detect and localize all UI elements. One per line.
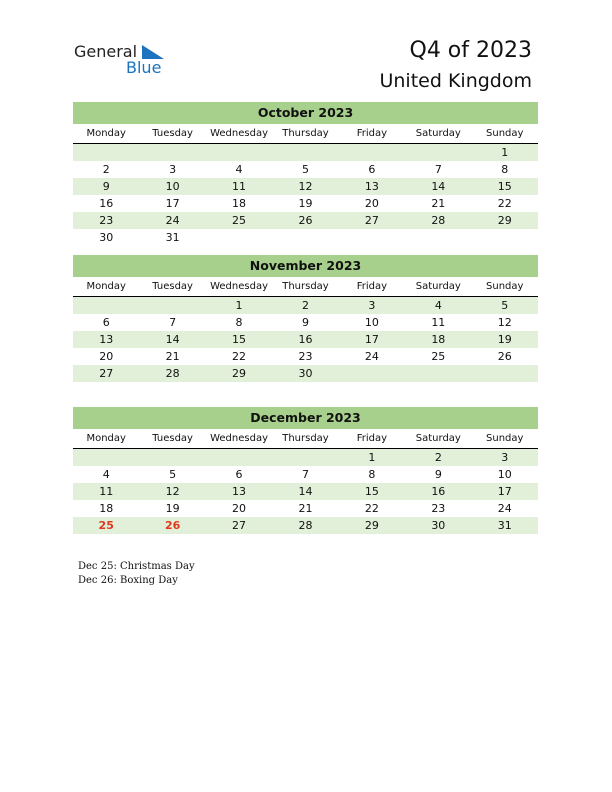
week-row	[73, 449, 538, 466]
day-cell: 26	[298, 214, 313, 227]
empty-day-cell	[206, 229, 272, 246]
day-cell: 20	[364, 197, 379, 210]
empty-day-cell	[73, 449, 139, 466]
day-cell: 3	[169, 163, 177, 176]
day-cell: 19	[165, 502, 180, 515]
weekday-header-row	[73, 126, 538, 144]
day-cell: 26	[497, 350, 512, 363]
day-cell: 13	[232, 485, 247, 498]
day-cell: 29	[232, 367, 247, 380]
brand-logo	[74, 42, 174, 78]
weekday-label: Monday	[86, 128, 126, 139]
day-cell: 8	[235, 316, 243, 329]
day-cell: 29	[364, 519, 379, 532]
day-cell: 23	[99, 214, 114, 227]
day-cell: 30	[99, 231, 114, 244]
weekday-label: Tuesday	[152, 128, 193, 139]
weekday-label: Sunday	[486, 281, 524, 292]
weekday-label: Wednesday	[210, 128, 268, 139]
weekday-header-row	[73, 279, 538, 297]
week-row	[73, 466, 538, 483]
logo-blue-text: Blue	[126, 58, 162, 77]
day-cell: 22	[232, 350, 247, 363]
day-cell: 1	[501, 146, 509, 159]
week-row	[73, 348, 538, 365]
day-cell: 31	[497, 519, 512, 532]
week-row	[73, 331, 538, 348]
day-cell: 23	[431, 502, 446, 515]
holiday-note: Dec 25: Christmas Day	[78, 561, 195, 572]
day-cell: 5	[301, 163, 309, 176]
empty-day-cell	[73, 144, 139, 161]
day-cell: 31	[165, 231, 180, 244]
weekday-label: Sunday	[486, 433, 524, 444]
day-cell: 5	[169, 468, 177, 481]
day-cell: 10	[165, 180, 180, 193]
day-cell: 14	[298, 485, 313, 498]
empty-day-cell	[206, 449, 272, 466]
empty-day-cell	[339, 229, 405, 246]
day-cell: 16	[431, 485, 446, 498]
day-cell: 30	[298, 367, 313, 380]
weekday-label: Tuesday	[152, 433, 193, 444]
week-row	[73, 297, 538, 314]
day-cell: 15	[497, 180, 512, 193]
day-cell: 6	[235, 468, 243, 481]
day-cell: 24	[497, 502, 512, 515]
day-cell: 4	[434, 299, 442, 312]
day-cell: 2	[102, 163, 110, 176]
weekday-label: Tuesday	[152, 281, 193, 292]
week-row	[73, 483, 538, 500]
weekday-label: Thursday	[282, 281, 329, 292]
empty-day-cell	[405, 365, 471, 382]
weekday-label: Saturday	[415, 433, 461, 444]
day-cell: 17	[364, 333, 379, 346]
day-cell: 12	[165, 485, 180, 498]
weekday-label: Saturday	[415, 281, 461, 292]
day-cell: 3	[368, 299, 376, 312]
empty-day-cell	[405, 229, 471, 246]
empty-day-cell	[139, 144, 205, 161]
day-cell: 18	[99, 502, 114, 515]
day-cell: 28	[298, 519, 313, 532]
weekday-label: Monday	[86, 281, 126, 292]
day-cell: 19	[497, 333, 512, 346]
weekday-label: Friday	[356, 281, 388, 292]
page-title: Q4 of 2023	[409, 38, 532, 63]
month-november	[73, 255, 538, 382]
day-cell: 21	[165, 350, 180, 363]
day-cell: 14	[165, 333, 180, 346]
empty-day-cell	[472, 229, 538, 246]
day-cell: 27	[99, 367, 114, 380]
empty-day-cell	[73, 297, 139, 314]
month-october	[73, 102, 538, 246]
day-cell: 10	[497, 468, 512, 481]
weekday-label: Friday	[356, 433, 388, 444]
day-cell: 20	[232, 502, 247, 515]
month-december	[73, 407, 538, 534]
empty-day-cell	[272, 449, 338, 466]
day-cell: 16	[99, 197, 114, 210]
day-cell: 25	[232, 214, 247, 227]
week-row	[73, 365, 538, 382]
day-cell: 6	[102, 316, 110, 329]
day-cell: 5	[501, 299, 509, 312]
empty-day-cell	[139, 449, 205, 466]
day-cell: 14	[431, 180, 446, 193]
day-cell: 22	[497, 197, 512, 210]
day-cell: 21	[298, 502, 313, 515]
day-cell: 26	[164, 519, 181, 532]
day-cell: 17	[497, 485, 512, 498]
day-cell: 27	[232, 519, 247, 532]
day-cell: 18	[232, 197, 247, 210]
day-cell: 2	[301, 299, 309, 312]
empty-day-cell	[139, 297, 205, 314]
week-row	[73, 212, 538, 229]
day-cell: 11	[431, 316, 446, 329]
weekday-label: Monday	[86, 433, 126, 444]
empty-day-cell	[206, 144, 272, 161]
empty-day-cell	[405, 144, 471, 161]
week-rows	[73, 449, 538, 534]
day-cell: 21	[431, 197, 446, 210]
weekday-label: Sunday	[486, 128, 524, 139]
week-row	[73, 195, 538, 212]
day-cell: 29	[497, 214, 512, 227]
day-cell: 28	[165, 367, 180, 380]
weekday-header-row	[73, 431, 538, 449]
day-cell: 12	[497, 316, 512, 329]
day-cell: 11	[99, 485, 114, 498]
day-cell: 24	[165, 214, 180, 227]
day-cell: 15	[232, 333, 247, 346]
month-header: October 2023	[73, 102, 538, 124]
weekday-label: Thursday	[282, 433, 329, 444]
holiday-note: Dec 26: Boxing Day	[78, 575, 178, 586]
week-row	[73, 517, 538, 534]
day-cell: 13	[364, 180, 379, 193]
day-cell: 23	[298, 350, 313, 363]
day-cell: 7	[301, 468, 309, 481]
weekday-label: Saturday	[415, 128, 461, 139]
day-cell: 17	[165, 197, 180, 210]
day-cell: 12	[298, 180, 313, 193]
day-cell: 19	[298, 197, 313, 210]
week-row	[73, 178, 538, 195]
week-row	[73, 229, 538, 246]
day-cell: 7	[169, 316, 177, 329]
day-cell: 11	[232, 180, 247, 193]
empty-day-cell	[272, 229, 338, 246]
day-cell: 22	[364, 502, 379, 515]
day-cell: 9	[102, 180, 110, 193]
day-cell: 1	[368, 451, 376, 464]
week-row	[73, 144, 538, 161]
day-cell: 16	[298, 333, 313, 346]
empty-day-cell	[339, 144, 405, 161]
day-cell: 9	[301, 316, 309, 329]
weekday-label: Wednesday	[210, 281, 268, 292]
day-cell: 30	[431, 519, 446, 532]
week-row	[73, 161, 538, 178]
weekday-label: Wednesday	[210, 433, 268, 444]
day-cell: 8	[501, 163, 509, 176]
weekday-label: Friday	[356, 128, 388, 139]
day-cell: 4	[102, 468, 110, 481]
holiday-notes	[78, 560, 195, 588]
day-cell: 4	[235, 163, 243, 176]
day-cell: 27	[364, 214, 379, 227]
day-cell: 1	[235, 299, 243, 312]
page-subtitle: United Kingdom	[379, 70, 532, 92]
day-cell: 20	[99, 350, 114, 363]
day-cell: 2	[434, 451, 442, 464]
day-cell: 10	[364, 316, 379, 329]
month-header: November 2023	[73, 255, 538, 277]
day-cell: 6	[368, 163, 376, 176]
empty-day-cell	[472, 365, 538, 382]
week-rows	[73, 297, 538, 382]
day-cell: 9	[434, 468, 442, 481]
week-rows	[73, 144, 538, 246]
day-cell: 3	[501, 451, 509, 464]
empty-day-cell	[339, 365, 405, 382]
day-cell: 25	[431, 350, 446, 363]
logo-triangle-icon	[142, 45, 164, 59]
day-cell: 15	[364, 485, 379, 498]
day-cell: 28	[431, 214, 446, 227]
week-row	[73, 314, 538, 331]
week-row	[73, 500, 538, 517]
day-cell: 25	[98, 519, 114, 532]
day-cell: 18	[431, 333, 446, 346]
weekday-label: Thursday	[282, 128, 329, 139]
day-cell: 8	[368, 468, 376, 481]
day-cell: 24	[364, 350, 379, 363]
month-header: December 2023	[73, 407, 538, 429]
empty-day-cell	[272, 144, 338, 161]
day-cell: 13	[99, 333, 114, 346]
logo-general-text: General	[74, 42, 138, 61]
day-cell: 7	[434, 163, 442, 176]
